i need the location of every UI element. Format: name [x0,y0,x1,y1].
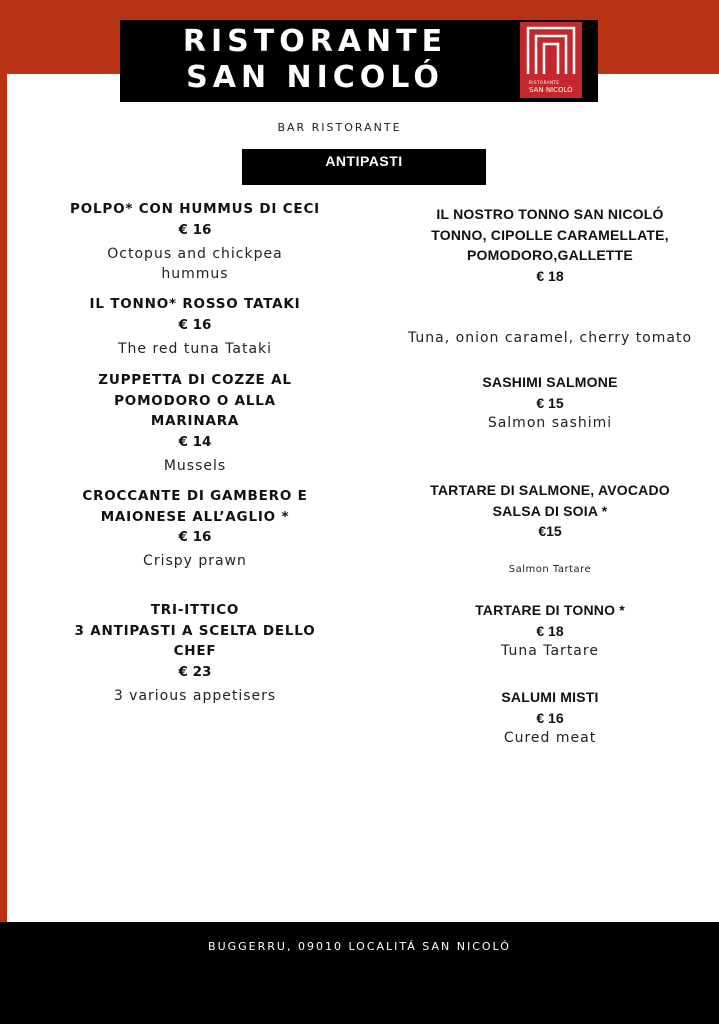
item-name: SALUMI MISTI [501,689,599,705]
item-name: ZUPPETTA DI COZZE AL POMODORO O ALLA MARINARA [98,372,292,429]
menu-item-right-3-description [395,560,705,580]
item-description: Octopus and chickpea hummus [107,245,283,282]
footer [0,922,719,1024]
restaurant-title-line2: SAN NICOLÓ [186,60,444,95]
item-price: € 23 [178,663,212,680]
menu-item-right-4 [395,600,705,661]
item-description: Tuna Tartare [501,642,599,659]
restaurant-logo [520,22,582,98]
restaurant-title-line1: RISTORANTE [182,24,448,59]
item-description: Salmon Tartare [508,564,592,575]
title-box [120,20,598,102]
item-name: SASHIMI SALMONE [482,374,618,390]
item-price: €15 [538,523,562,539]
left-accent-strip [0,0,7,922]
menu-item-left-5 [50,600,340,706]
item-description: The red tuna Tataki [117,340,273,357]
logo-text-large: SAN NICOLÒ [529,86,573,94]
section-heading: ANTIPASTI [242,149,486,185]
item-name: CROCCANTE DI GAMBERO E MAIONESE ALL’AGLIO * [82,488,308,525]
item-price: € 16 [178,316,212,333]
logo-text-small: RISTORANTE [529,80,560,85]
menu-item-right-2 [395,372,705,433]
item-name: TARTARE DI TONNO * [475,602,625,618]
item-description: Salmon sashimi [487,414,613,431]
item-description: Crispy prawn [143,553,247,569]
item-price: € 14 [178,433,212,450]
item-description: Cured meat [503,729,597,746]
item-price: € 16 [178,529,212,545]
item-price: € 15 [536,394,564,411]
item-description: Tuna, onion caramel, cherry tomato [407,330,693,346]
item-name: IL TONNO* ROSSO TATAKI [89,296,301,312]
item-name: TRI-ITTICO 3 ANTIPASTI A SCELTA DELLO CHEF [74,602,316,659]
menu-item-right-3 [395,480,705,541]
menu-item-left-2 [50,294,340,359]
item-price: € 16 [178,221,212,238]
subtitle: BAR RISTORANTE [277,121,402,134]
menu-item-left-4 [50,486,340,571]
menu-item-right-1-description [395,328,705,348]
menu-item-right-5 [395,687,705,748]
item-name: TARTARE DI SALMONE, AVOCADO SALSA DI SOIA * [430,482,670,519]
item-description: Mussels [163,457,227,474]
item-name: IL NOSTRO TONNO SAN NICOLÓ TONNO, CIPOLLE CARAMELLATE, POMODORO,GALLETTE [431,206,669,263]
item-name: POLPO* CON HUMMUS DI CECI [70,201,320,217]
item-price: € 18 [536,622,564,639]
menu-item-right-1 [395,204,705,286]
footer-address: BUGGERRU, 09010 LOCALITÁ SAN NICOLÓ [208,940,511,953]
item-price: € 16 [536,709,564,726]
menu-item-left-1 [50,199,340,284]
item-description: 3 various appetisers [113,687,277,704]
menu-item-left-3 [50,370,340,476]
item-price: € 18 [536,267,564,284]
